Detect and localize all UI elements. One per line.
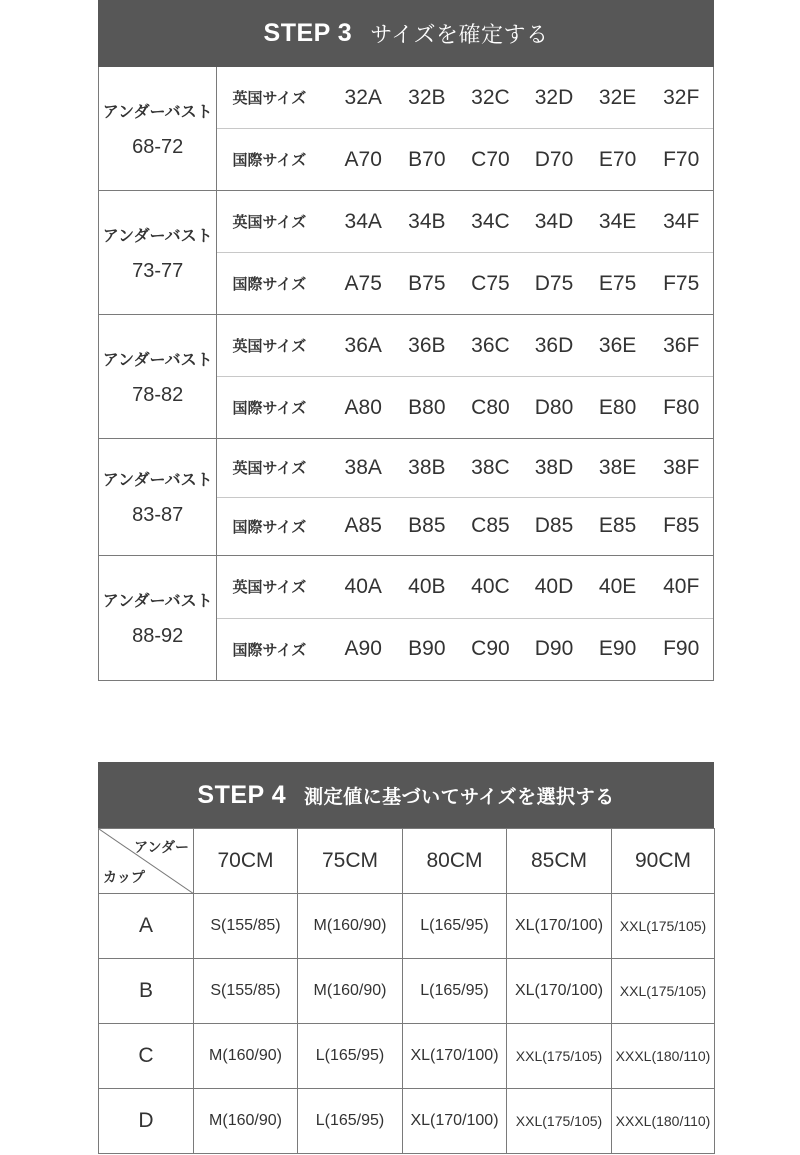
- uk-size-row: [217, 556, 713, 618]
- uk-size: 40C: [471, 574, 510, 598]
- intl-size-label: 国際サイズ: [232, 399, 307, 417]
- intl-size: D70: [534, 147, 574, 171]
- step4-size-table: [98, 828, 715, 1154]
- uk-size: 36D: [534, 333, 574, 357]
- size-cell: S(155/85): [194, 894, 298, 959]
- underbust-cell: [99, 315, 217, 438]
- underbust-range: 88-92: [132, 625, 184, 647]
- uk-size: 34A: [344, 209, 382, 233]
- size-cell: XXXL(180/110): [612, 1089, 715, 1154]
- uk-size-label: 英国サイズ: [232, 459, 307, 478]
- uk-size: 36A: [344, 333, 382, 357]
- step3-header: [98, 0, 714, 67]
- column-header: 85CM: [507, 829, 612, 894]
- uk-size: 38F: [663, 455, 700, 479]
- underbust-label: アンダーバスト: [102, 591, 213, 610]
- intl-size: B90: [408, 637, 446, 661]
- intl-size-label: 国際サイズ: [232, 275, 307, 293]
- uk-size: 32B: [408, 85, 446, 109]
- column-header: 75CM: [298, 829, 403, 894]
- size-cell: XXL(175/105): [507, 1024, 612, 1089]
- size-group: [99, 67, 713, 190]
- size-cell: XL(170/100): [403, 1089, 507, 1154]
- uk-size: 40B: [408, 574, 446, 598]
- intl-size: C70: [471, 147, 510, 171]
- uk-size: 38B: [408, 455, 446, 479]
- underbust-range: 73-77: [132, 259, 184, 282]
- uk-size: 38C: [471, 455, 510, 479]
- size-cell: S(155/85): [194, 959, 298, 1024]
- uk-size-label: 英国サイズ: [232, 213, 307, 231]
- size-cell: M(160/90): [298, 894, 403, 959]
- uk-size: 40D: [534, 574, 574, 598]
- underbust-cell: [99, 191, 217, 314]
- intl-size: A85: [344, 514, 382, 538]
- step4-subtitle: 測定値に基づいてサイズを選択する: [304, 785, 615, 808]
- uk-size: 32A: [344, 85, 382, 109]
- uk-size-row: [217, 315, 713, 376]
- intl-size: C75: [471, 271, 510, 295]
- intl-size: C90: [471, 637, 510, 661]
- underbust-label: アンダーバスト: [102, 349, 213, 369]
- uk-size: 36C: [471, 333, 510, 357]
- underbust-range: 83-87: [132, 504, 184, 526]
- uk-size: 32E: [598, 85, 637, 109]
- underbust-label: アンダーバスト: [102, 225, 213, 245]
- uk-size: 34D: [534, 209, 574, 233]
- column-header: 80CM: [403, 829, 507, 894]
- size-group: [99, 438, 713, 555]
- underbust-label: アンダーバスト: [102, 470, 213, 489]
- table-row: [99, 894, 715, 959]
- size-group: [99, 314, 713, 438]
- intl-size: F70: [663, 147, 700, 171]
- size-cell: L(165/95): [403, 959, 507, 1024]
- size-group: [99, 555, 713, 680]
- intl-size: F80: [663, 395, 700, 419]
- intl-size: D90: [534, 637, 574, 661]
- intl-size: E85: [598, 514, 637, 538]
- uk-size-row: [217, 67, 713, 128]
- intl-size: E70: [598, 147, 637, 171]
- size-cell: XXL(175/105): [612, 894, 715, 959]
- intl-size: C85: [471, 514, 510, 538]
- intl-size: B80: [408, 395, 446, 419]
- intl-size: A70: [344, 147, 382, 171]
- table-row: [99, 1024, 715, 1089]
- uk-size: 34E: [598, 209, 637, 233]
- intl-size-label: 国際サイズ: [232, 640, 307, 659]
- uk-size: 40E: [598, 574, 637, 598]
- table-row: [99, 1089, 715, 1154]
- intl-size-row: [217, 376, 713, 438]
- intl-size: A80: [344, 395, 382, 419]
- intl-size-row: [217, 128, 713, 190]
- intl-size-row: [217, 497, 713, 556]
- intl-size-row: [217, 618, 713, 681]
- uk-size: 34F: [663, 209, 700, 233]
- intl-size: E80: [598, 395, 637, 419]
- uk-size-row: [217, 191, 713, 252]
- size-cell: L(165/95): [403, 894, 507, 959]
- intl-size: F85: [663, 514, 700, 538]
- intl-size: A90: [344, 637, 382, 661]
- uk-size: 32F: [663, 85, 700, 109]
- size-cell: L(165/95): [298, 1024, 403, 1089]
- column-header: 90CM: [612, 829, 715, 894]
- intl-size: D75: [534, 271, 574, 295]
- uk-size-row: [217, 439, 713, 497]
- intl-size: C80: [471, 395, 510, 419]
- step4-label: STEP 4: [197, 780, 287, 809]
- table-header-row: [99, 829, 715, 894]
- size-group: [99, 190, 713, 314]
- size-cell: L(165/95): [298, 1089, 403, 1154]
- size-cell: M(160/90): [194, 1024, 298, 1089]
- uk-size: 36E: [598, 333, 637, 357]
- uk-size: 40A: [344, 574, 382, 598]
- cup-cell: D: [99, 1089, 194, 1154]
- intl-size: D80: [534, 395, 574, 419]
- size-cell: XL(170/100): [507, 959, 612, 1024]
- corner-cup-label: カップ: [103, 870, 145, 886]
- size-cell: XXXL(180/110): [612, 1024, 715, 1089]
- uk-size: 36F: [663, 333, 700, 357]
- step3-label: STEP 3: [263, 19, 353, 47]
- uk-size: 36B: [408, 333, 446, 357]
- intl-size: F90: [663, 637, 700, 661]
- intl-size: F75: [663, 271, 700, 295]
- size-cell: XXL(175/105): [612, 959, 715, 1024]
- size-cell: XL(170/100): [403, 1024, 507, 1089]
- column-header: 70CM: [194, 829, 298, 894]
- underbust-range: 78-82: [132, 383, 184, 406]
- underbust-label: アンダーバスト: [102, 101, 213, 121]
- intl-size: E75: [598, 271, 637, 295]
- size-cell: XXL(175/105): [507, 1089, 612, 1154]
- size-cell: M(160/90): [194, 1089, 298, 1154]
- intl-size: B70: [408, 147, 446, 171]
- uk-size: 34B: [408, 209, 446, 233]
- table-row: [99, 959, 715, 1024]
- cup-cell: B: [99, 959, 194, 1024]
- intl-size: D85: [534, 514, 574, 538]
- intl-size-row: [217, 252, 713, 314]
- intl-size-label: 国際サイズ: [232, 517, 307, 536]
- intl-size: E90: [598, 637, 637, 661]
- size-cell: XL(170/100): [507, 894, 612, 959]
- size-cell: M(160/90): [298, 959, 403, 1024]
- intl-size: B75: [408, 271, 446, 295]
- uk-size-label: 英国サイズ: [232, 89, 307, 107]
- intl-size: B85: [408, 514, 446, 538]
- step3-size-table: [98, 67, 714, 681]
- uk-size: 38E: [598, 455, 637, 479]
- uk-size: 32D: [534, 85, 574, 109]
- uk-size: 34C: [471, 209, 510, 233]
- cup-cell: C: [99, 1024, 194, 1089]
- uk-size: 32C: [471, 85, 510, 109]
- uk-size: 38D: [534, 455, 574, 479]
- corner-cell: [99, 829, 194, 894]
- corner-underbust-label: アンダー: [134, 840, 189, 856]
- uk-size-label: 英国サイズ: [232, 337, 307, 355]
- intl-size-label: 国際サイズ: [232, 151, 307, 169]
- uk-size-label: 英国サイズ: [232, 578, 307, 597]
- intl-size: A75: [344, 271, 382, 295]
- underbust-cell: [99, 67, 217, 190]
- step3-subtitle: サイズを確定する: [370, 23, 549, 48]
- cup-cell: A: [99, 894, 194, 959]
- underbust-cell: [99, 439, 217, 555]
- uk-size: 38A: [344, 455, 382, 479]
- step4-header: [98, 762, 714, 828]
- underbust-range: 68-72: [132, 135, 184, 158]
- underbust-cell: [99, 556, 217, 680]
- uk-size: 40F: [663, 574, 700, 598]
